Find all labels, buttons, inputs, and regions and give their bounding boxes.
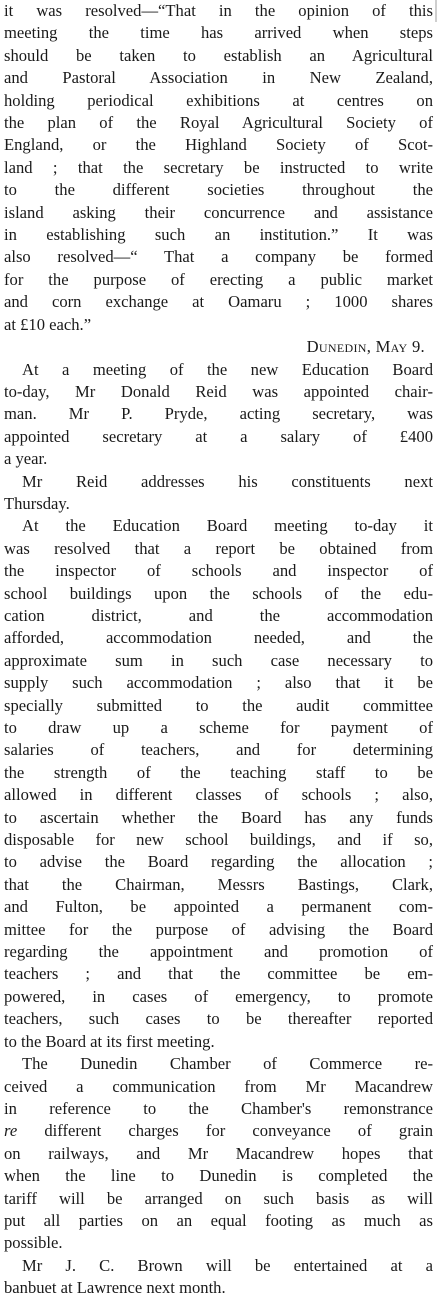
- text-line: man. Mr P. Pryde, acting secretary, was: [4, 404, 433, 424]
- text-line: Mr Reid addresses his constituents next: [22, 471, 433, 491]
- text-line: possible.: [4, 1233, 63, 1253]
- text-line: salaries of teachers, and for determining: [4, 740, 433, 760]
- text-line: the plan of the Royal Agricultural Society of: [4, 113, 433, 133]
- text-line: that the Chairman, Messrs Bastings, Clark,: [4, 874, 433, 894]
- text-line: regarding the appointment and promotion of: [4, 942, 433, 962]
- paragraph-oamaru-resolution: [4, 0, 433, 336]
- paragraph-education-board-report: [4, 515, 433, 1053]
- text-line: it was resolved—“That in the opinion of this: [4, 1, 433, 20]
- text-line: England, or the Highland Society of Scot-: [4, 135, 433, 155]
- text-line: tariff will be arranged on such basis as will: [4, 1188, 433, 1208]
- text-line: afforded, accommodation needed, and the: [4, 628, 433, 648]
- paragraph-education-board-chairman: [4, 359, 433, 471]
- text-line: meeting the time has arrived when steps: [4, 23, 433, 43]
- text-line: and corn exchange at Oamaru ; 1000 shares: [4, 292, 433, 312]
- text-line: to draw up a scheme for payment of: [4, 718, 433, 737]
- text-line: when the line to Dunedin is completed the: [4, 1166, 433, 1186]
- text-line: At a meeting of the new Education Board: [22, 359, 433, 379]
- paragraph-chamber-of-commerce: [4, 1053, 433, 1255]
- text-line: specially submitted to the audit committee: [4, 695, 433, 715]
- text-line: approximate sum in such case necessary to: [4, 650, 433, 670]
- text-line: cation district, and the accommodation: [4, 605, 433, 625]
- text-line: supply such accommodation ; also that it be: [4, 673, 433, 693]
- text-line: teachers, such cases to be thereafter reported: [4, 1009, 433, 1029]
- text-line: teachers ; and that the committee be em-: [4, 964, 433, 984]
- text-line: the inspector of schools and inspector of: [4, 561, 433, 581]
- text-line: holding periodical exhibitions at centres on: [4, 90, 433, 110]
- text-line: disposable for new school buildings, and if so,: [4, 830, 433, 850]
- text-line: to the Board at its first meeting.: [4, 1031, 215, 1051]
- text-line: allowed in different classes of schools ; also,: [4, 785, 433, 805]
- text-line: was resolved that a report be obtained from: [4, 538, 433, 558]
- text-line: to the different societies throughout the: [4, 180, 433, 200]
- text-line: banbuet at Lawrence next month.: [4, 1278, 226, 1298]
- text-line: At the Education Board meeting to-day it: [22, 516, 433, 536]
- text-line: The Dunedin Chamber of Commerce re-: [22, 1054, 433, 1074]
- paragraph-brown-banquet: [4, 1255, 433, 1300]
- text-line: should be taken to establish an Agricultural: [4, 45, 433, 65]
- text-line: on railways, and Mr Macandrew hopes that: [4, 1143, 433, 1163]
- text-line: Mr J. C. Brown will be entertained at a: [22, 1255, 433, 1275]
- text-line: island asking their concurrence and assistance: [4, 202, 433, 222]
- text-line: put all parties on an equal footing as much as: [4, 1210, 433, 1230]
- text-line: the strength of the teaching staff to be: [4, 762, 433, 782]
- text-line: re different charges for conveyance of grain: [4, 1121, 433, 1141]
- text-line: for the purpose of erecting a public market: [4, 269, 433, 289]
- text-line: and Pastoral Association in New Zealand,: [4, 68, 433, 88]
- italic-re: re: [4, 1121, 18, 1141]
- text-line: Thursday.: [4, 493, 70, 513]
- text-line: ceived a communication from Mr Macandrew: [4, 1076, 433, 1096]
- text-line: also resolved—“ That a company be formed: [4, 247, 433, 267]
- text-line: appointed secretary at a salary of £400: [4, 426, 433, 446]
- text-line: in establishing such an institution.” It was: [4, 225, 433, 245]
- text-line: at £10 each.”: [4, 314, 92, 334]
- text-line: a year.: [4, 449, 48, 469]
- text-line: to ascertain whether the Board has any funds: [4, 807, 433, 827]
- text-line: land ; that the secretary be instructed to write: [4, 157, 433, 177]
- text-line: in reference to the Chamber's remonstrance: [4, 1098, 433, 1118]
- text-line: to-day, Mr Donald Reid was appointed chair-: [4, 381, 433, 401]
- text-line: school buildings upon the schools of the edu-: [4, 583, 433, 603]
- text-line: and Fulton, be appointed a permanent com-: [4, 897, 433, 917]
- dateline: Dunedin, May 9.: [306, 337, 425, 357]
- text-line: mittee for the purpose of advising the Board: [4, 919, 433, 939]
- text-line: to advise the Board regarding the allocation ;: [4, 852, 433, 872]
- paragraph-reid-constituents: [4, 471, 433, 516]
- text-line: powered, in cases of emergency, to promote: [4, 986, 433, 1006]
